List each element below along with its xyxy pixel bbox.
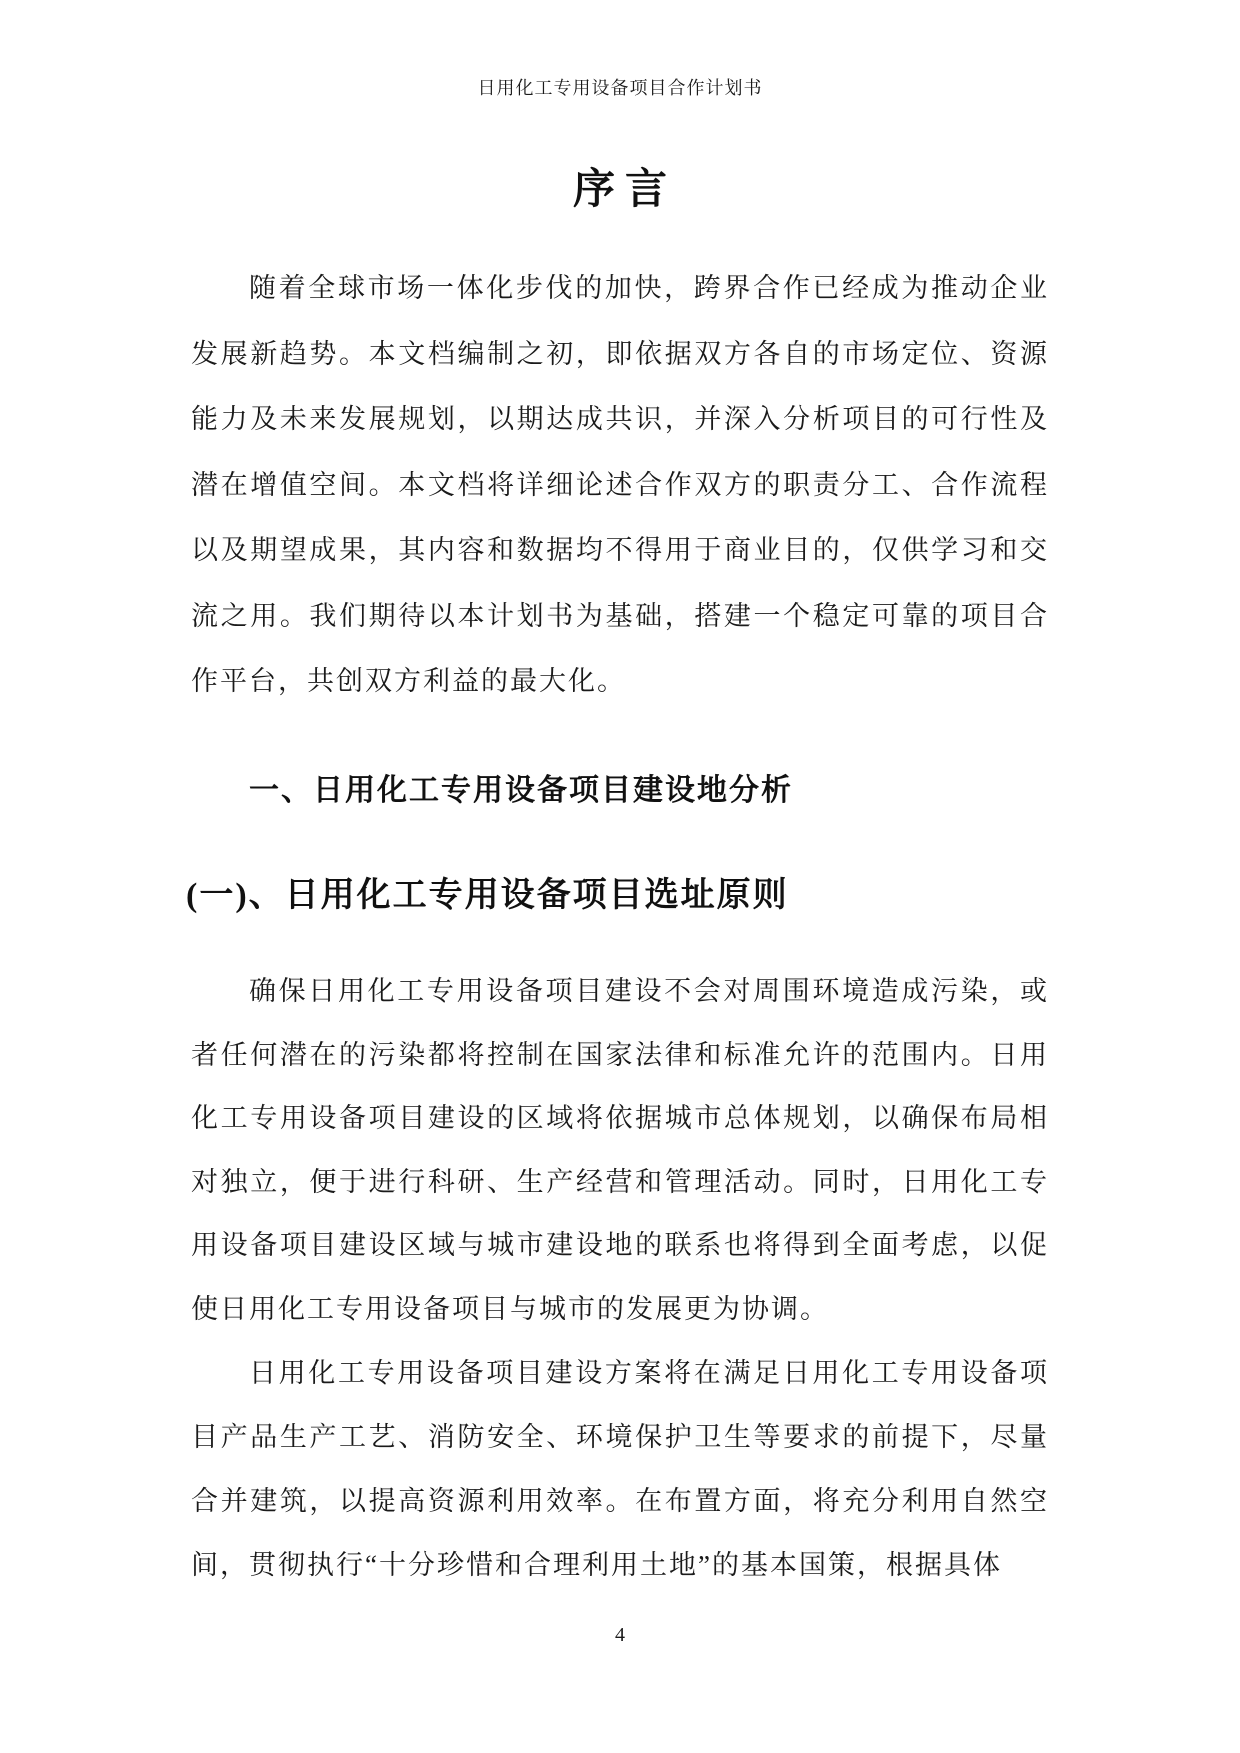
page-header: 日用化工专用设备项目合作计划书 [477, 78, 763, 98]
page-number: 4 [615, 1624, 625, 1646]
site-selection-paragraph-1: 确保日用化工专用设备项目建设不会对周围环境造成污染，或者任何潜在的污染都将控制在国家法律和标准允许的范围内。日用化工专用设备项目建设的区域将依据城市总体规划，以确保布局相对独立，便于进行科研、生产经营和管理活动。同时，日用化工专用设备项目建设区域与城市建设地的联系也将得到全面考虑，以促使日用化工专用设备项目与城市的发展更为协调。 [191, 976, 1049, 1324]
section-heading-1: 一、日用化工专用设备项目建设地分析 [249, 774, 793, 807]
preface-paragraph: 随着全球市场一体化步伐的加快，跨界合作已经成为推动企业发展新趋势。本文档编制之初，即依据双方各自的市场定位、资源能力及未来发展规划，以期达成共识，并深入分析项目的可行性及潜在增值空间。本文档将详细论述合作双方的职责分工、合作流程以及期望成果，其内容和数据均不得用于商业目的，仅供学习和交流之用。我们期待以本计划书为基础，搭建一个稳定可靠的项目合作平台，共创双方利益的最大化。 [191, 273, 1049, 696]
document-title: 序言 [572, 167, 677, 213]
subsection-heading-1-1: (一)、日用化工专用设备项目选址原则 [186, 877, 789, 914]
site-selection-paragraph-2-block [191, 1341, 1049, 1597]
site-selection-paragraph-2: 日用化工专用设备项目建设方案将在满足日用化工专用设备项目产品生产工艺、消防安全、环境保护卫生等要求的前提下，尽量合并建筑，以提高资源利用效率。在布置方面，将充分利用自然空间，贯彻执行“十分珍惜和合理利用土地”的基本国策，根据具体 [191, 1358, 1049, 1580]
preface-paragraph-block [191, 256, 1049, 715]
site-selection-paragraph-1-block [191, 960, 1049, 1341]
